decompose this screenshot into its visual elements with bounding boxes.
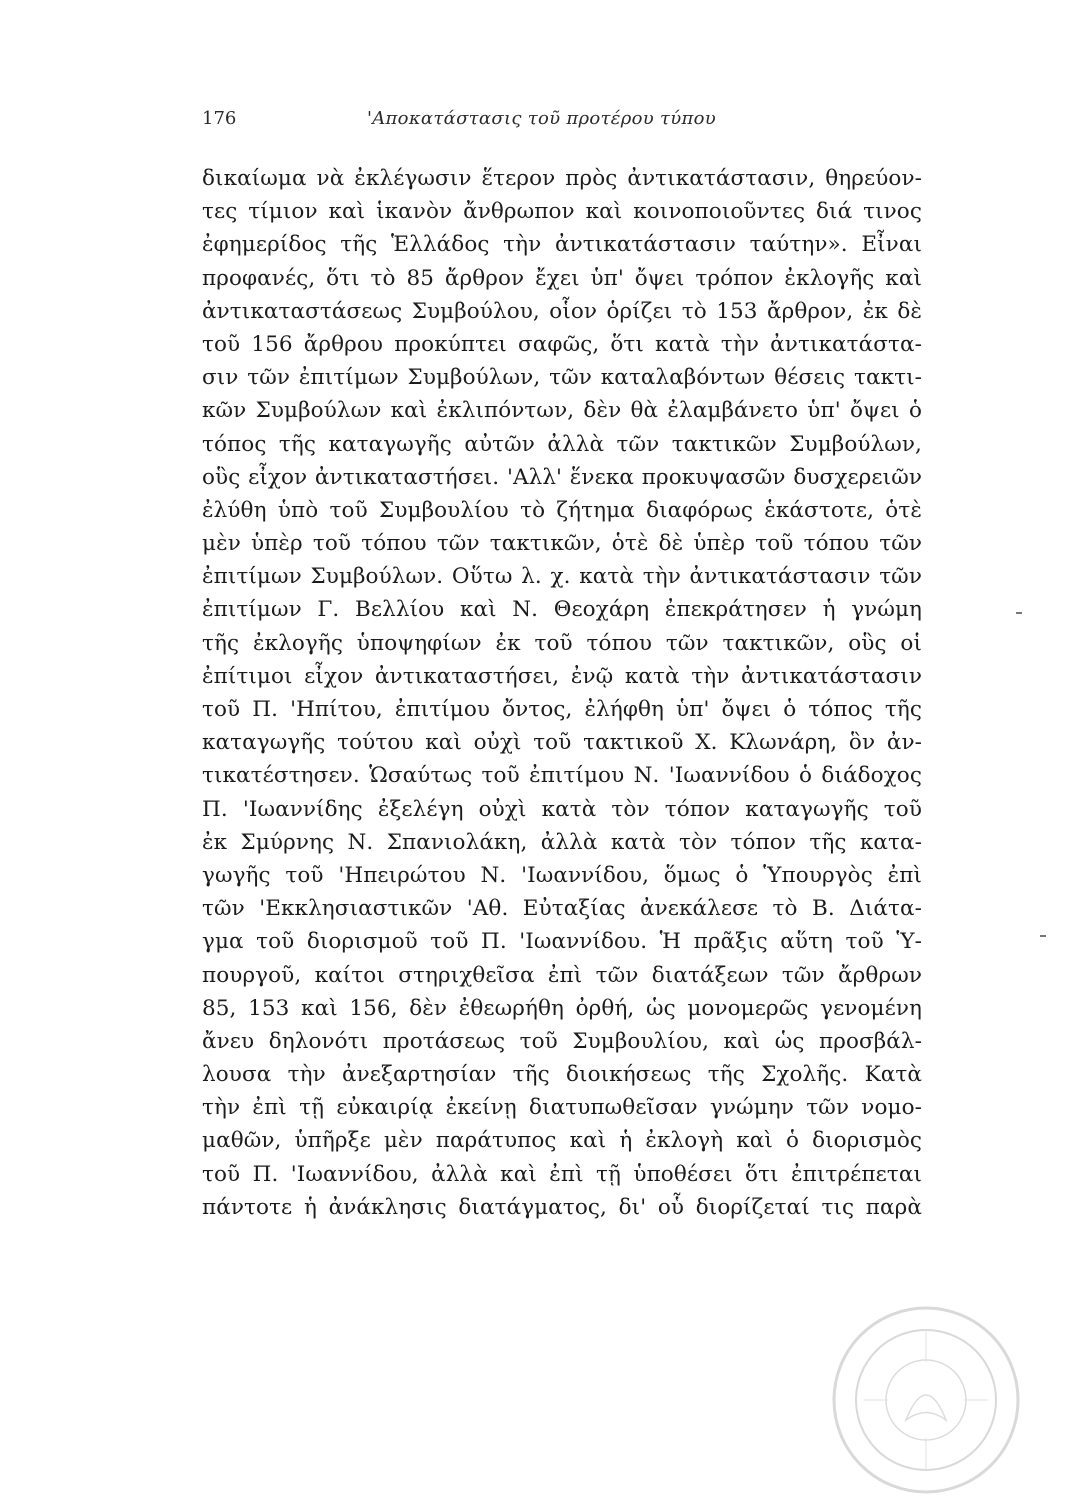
margin-mark (1040, 935, 1046, 937)
text-line: οὓς εἶχον ἀντικαταστήσει. 'Αλλ' ἕνεκα προκυψασῶν δυσχερειῶν (202, 464, 922, 490)
text-line: τοῦ Π. 'Ιωαννίδου, ἀλλὰ καὶ ἐπὶ τῇ ὑποθέσει ὅτι ἐπιτρέπεται (202, 1161, 922, 1187)
text-line: καταγωγῆς τούτου καὶ οὐχὶ τοῦ τακτικοῦ Χ. Κλωνάρη, ὃν ἀν- (202, 730, 922, 756)
text-line: γωγῆς τοῦ 'Ηπειρώτου Ν. 'Ιωαννίδου, ὅμως ὁ Ὑπουργὸς ἐπὶ (202, 862, 922, 888)
text-line: τες τίμιον καὶ ἱκανὸν ἄνθρωπον καὶ κοινοποιοῦντες διά τινος (202, 199, 922, 225)
text-line: σιν τῶν ἐπιτίμων Συμβούλων, τῶν καταλαβόντων θέσεις τακτι- (202, 365, 922, 391)
text-line: προφανές, ὅτι τὸ 85 ἄρθρον ἔχει ὑπ' ὄψει τρόπον ἐκλογῆς καὶ (202, 265, 922, 291)
text-line: ἐπίτιμοι εἶχον ἀντικαταστήσει, ἐνῷ κατὰ τὴν ἀντικατάστασιν (202, 663, 922, 689)
text-line: μαθῶν, ὑπῆρξε μὲν παράτυπος καὶ ἡ ἐκλογὴ καὶ ὁ διορισμὸς (202, 1128, 922, 1154)
body-text (202, 162, 922, 1224)
text-line: ἐφημερίδος τῆς Ἑλλάδος τὴν ἀντικατάστασιν ταύτην». Εἶναι (202, 232, 922, 258)
text-line: τῶν 'Εκκλησιαστικῶν 'Αθ. Εὐταξίας ἀνεκάλεσε τὸ Β. Διάτα- (202, 896, 922, 922)
text-line: ἄνευ δηλονότι προτάσεως τοῦ Συμβουλίου, καὶ ὡς προσβάλ- (202, 1028, 922, 1054)
text-line: ἐλύθη ὑπὸ τοῦ Συμβουλίου τὸ ζήτημα διαφόρως ἑκάστοτε, ὁτὲ (202, 497, 922, 523)
text-line: πάντοτε ἡ ἀνάκλησις διατάγματος, δι' οὗ διορίζεταί τις παρὰ (202, 1194, 922, 1220)
text-line: ἐπιτίμων Συμβούλων. Οὕτω λ. χ. κατὰ τὴν ἀντικατάστασιν τῶν (202, 564, 922, 590)
text-line: δικαίωμα νὰ ἐκλέγωσιν ἕτερον πρὸς ἀντικατάστασιν, θηρεύον- (202, 166, 922, 191)
text-line: τόπος τῆς καταγωγῆς αὐτῶν ἀλλὰ τῶν τακτικῶν Συμβούλων, (202, 431, 922, 457)
text-line: ἐκ Σμύρνης Ν. Σπανιολάκη, ἀλλὰ κατὰ τὸν τόπον τῆς κατα- (202, 829, 922, 855)
text-line: πουργοῦ, καίτοι στηριχθεῖσα ἐπὶ τῶν διατάξεων τῶν ἄρθρων (202, 962, 922, 988)
margin-mark (1016, 612, 1022, 614)
text-line: τὴν ἐπὶ τῇ εὐκαιρίᾳ ἐκείνῃ διατυπωθεῖσαν γνώμην τῶν νομο- (202, 1095, 922, 1121)
page-header (202, 108, 922, 138)
running-head: 'Αποκατάστασις τοῦ προτέρου τύπου (367, 108, 717, 129)
text-line: κῶν Συμβούλων καὶ ἐκλιπόντων, δὲν θὰ ἐλαμβάνετο ὑπ' ὄψει ὁ (202, 398, 922, 424)
text-line: μὲν ὑπὲρ τοῦ τόπου τῶν τακτικῶν, ὁτὲ δὲ ὑπὲρ τοῦ τόπου τῶν (202, 531, 922, 557)
page-number: 176 (202, 108, 237, 129)
text-line: ἀντικαταστάσεως Συμβούλου, οἷον ὁρίζει τὸ 153 ἄρθρον, ἐκ δὲ (202, 298, 922, 324)
text-line: Π. 'Ιωαννίδης ἐξελέγη οὐχὶ κατὰ τὸν τόπον καταγωγῆς τοῦ (202, 796, 922, 822)
text-line: ἐπιτίμων Γ. Βελλίου καὶ Ν. Θεοχάρη ἐπεκράτησεν ἡ γνώμη (202, 597, 922, 623)
text-line: τοῦ 156 ἄρθρου προκύπτει σαφῶς, ὅτι κατὰ τὴν ἀντικατάστα- (202, 331, 922, 357)
library-seal-watermark (826, 1300, 1026, 1500)
text-line: 85, 153 καὶ 156, δὲν ἐθεωρήθη ὀρθή, ὡς μονομερῶς γενομένη (202, 995, 922, 1021)
text-line: λουσα τὴν ἀνεξαρτησίαν τῆς διοικήσεως τῆς Σχολῆς. Κατὰ (202, 1062, 922, 1088)
text-line: γμα τοῦ διορισμοῦ τοῦ Π. 'Ιωαννίδου. Ἡ πρᾶξις αὕτη τοῦ Ὑ- (202, 929, 922, 955)
text-line: τῆς ἐκλογῆς ὑποψηφίων ἐκ τοῦ τόπου τῶν τακτικῶν, οὓς οἱ (202, 630, 922, 656)
text-line: τοῦ Π. 'Ηπίτου, ἐπιτίμου ὄντος, ἐλήφθη ὑπ' ὄψει ὁ τόπος τῆς (202, 697, 922, 722)
text-line: τικατέστησεν. Ὡσαύτως τοῦ ἐπιτίμου Ν. 'Ιωαννίδου ὁ διάδοχος (202, 763, 922, 789)
